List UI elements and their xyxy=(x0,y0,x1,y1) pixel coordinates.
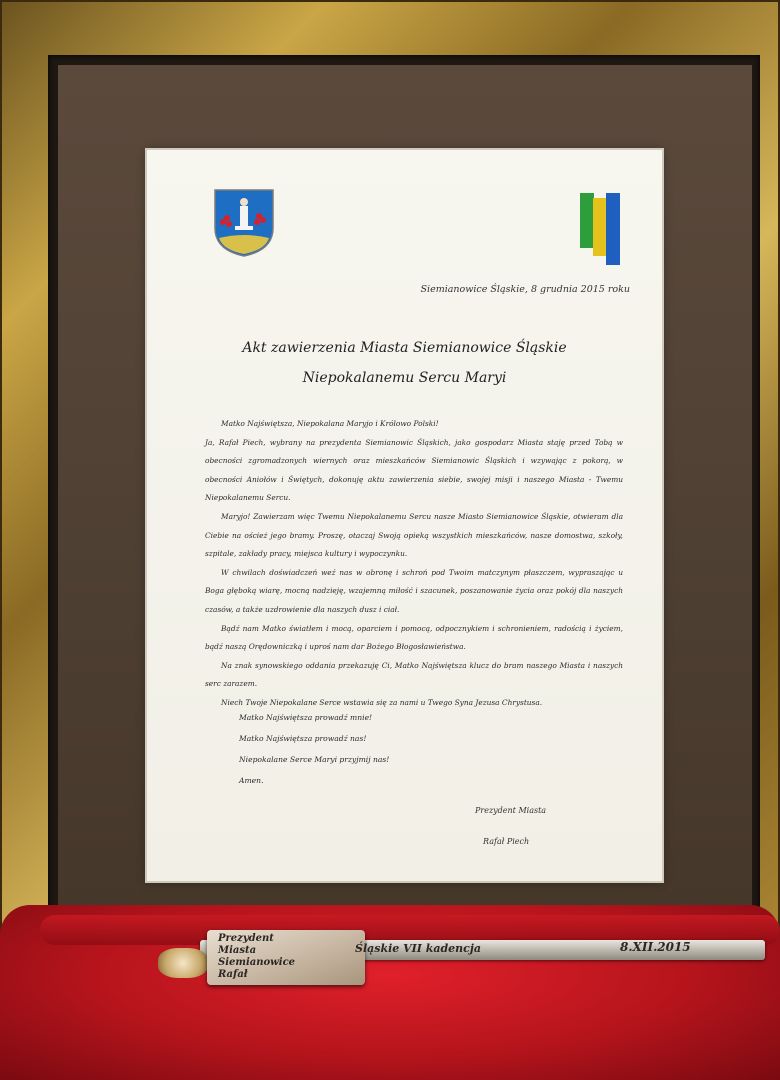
signer-role: Prezydent Miasta xyxy=(475,806,547,815)
prayer-line: Amen. xyxy=(239,776,264,785)
prayer-line: Matko Najświętsza prowadź mnie! xyxy=(239,713,373,722)
prayer-line: Niepokalane Serce Maryi przyjmij nas! xyxy=(239,755,390,764)
key-shaft-engraving: Śląskie VII kadencja xyxy=(355,942,481,955)
key-bow-ornament-icon xyxy=(158,948,208,978)
paragraph: Niech Twoje Niepokalane Serce wstawia się za nami u Twego Syna Jezusa Chrystusa. xyxy=(221,697,543,707)
signer-name: Rafał Piech xyxy=(483,837,530,846)
paragraph: W chwilach doświadczeń weź nas w obronę i schroń pod Twoim matczynym płaszczem, wypraszając u Boga głęboką wiarę, mocną nadzieję, wzajemną miłość i szacunek, poszanowanie życia oraz pokój dla naszych czasów, a także uzdrowienie dla naszych dusz i ciał. xyxy=(205,567,623,614)
key-date-engraving: 8.XII.2015 xyxy=(620,940,691,954)
document-body xyxy=(205,415,623,713)
document-title: Akt zawierzenia Miasta Siemianowice Śląskie xyxy=(242,340,567,356)
closing-prayer xyxy=(239,707,389,791)
framed-document xyxy=(147,150,662,881)
document-subtitle: Niepokalanemu Sercu Maryi xyxy=(302,370,507,386)
place-and-date: Siemianowice Śląskie, 8 grudnia 2015 roku xyxy=(420,284,630,295)
city-logo-stripes-icon xyxy=(580,193,620,265)
paragraph: Matko Najświętsza, Niepokalana Maryjo i Królowo Polski! xyxy=(221,419,439,428)
paragraph: Maryjo! Zawierzam więc Twemu Niepokalanemu Sercu nasze Miasto Siemianowice Śląskie, otwieram dla Ciebie na oścież jego bramy. Proszę, otaczaj Swoją opieką wszystkich mieszkańców, nasze domostwa, szkoły, szpitale, zakłady pracy, miejsca kultury i wypoczynku. xyxy=(205,511,623,559)
key-plate-engraving: Prezydent Miasta Siemianowice Rafał xyxy=(218,933,296,980)
paragraph: Ja, Rafał Piech, wybrany na prezydenta Siemianowic Śląskich, jako gospodarz Miasta staję przed Tobą w obecności zgromadzonych wiernych oraz mieszkańców Siemianowic Śląskich i wzywając z pokorą, w obecności Aniołów i Świętych, dokonuję aktu zawierzenia siebie, swojej misji i naszego Miasta - Twemu Niepokalanemu Sercu. xyxy=(205,437,623,503)
paragraph: Bądź nam Matko światłem i mocą, oparciem i pomocą, odpocznykiem i schronieniem, radością i życiem, bądź naszą Orędowniczką i uproś nam dar Bożego Błogosławieństwa. xyxy=(205,623,623,652)
city-coat-of-arms-icon xyxy=(213,188,275,258)
paragraph: Na znak synowskiego oddania przekazuję Ci, Matko Najświętsza klucz do bram naszego Miasta i naszych serc zarazem. xyxy=(205,660,623,689)
prayer-line: Matko Najświętsza prowadź nas! xyxy=(239,734,367,743)
